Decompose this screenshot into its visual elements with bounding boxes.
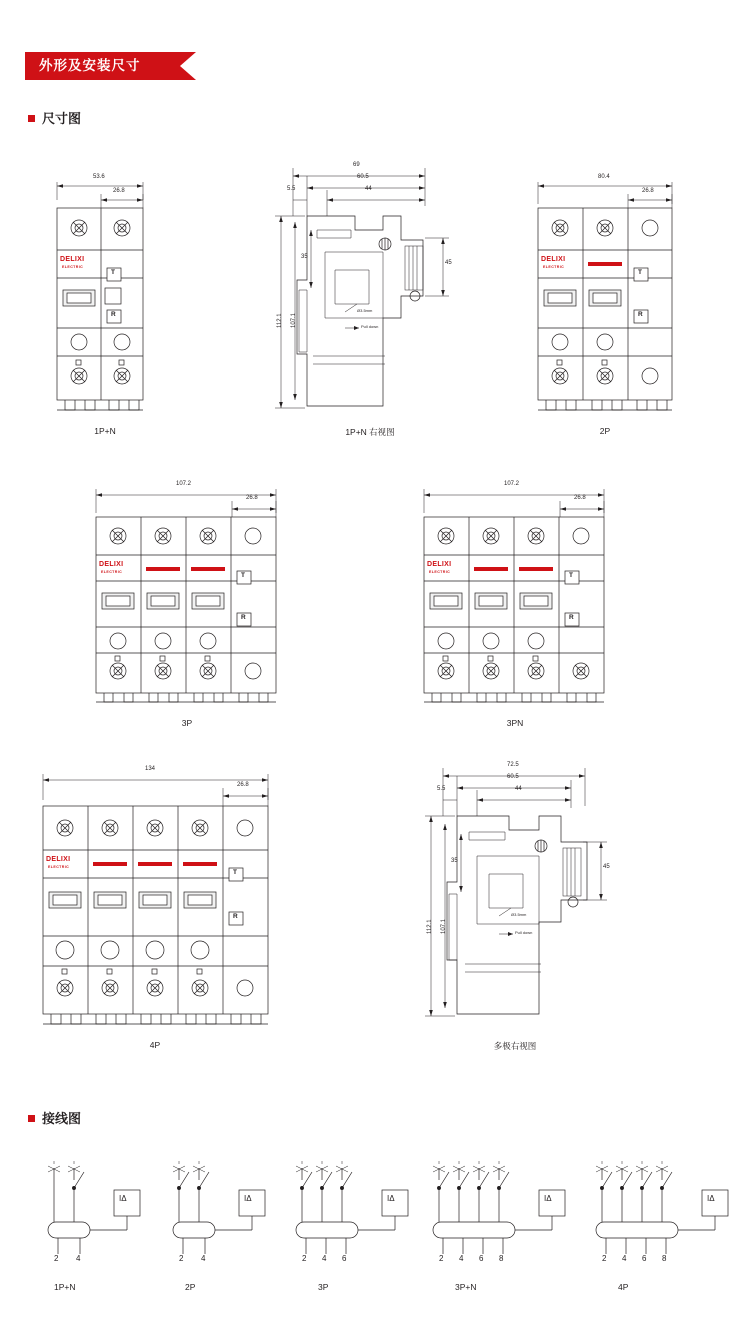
figure-3pn-front bbox=[408, 475, 658, 728]
brand-name-2p: DELIXI bbox=[541, 256, 566, 263]
dim-3pn-module: 26.8 bbox=[574, 495, 586, 501]
reset-button-label-3pn: R bbox=[569, 614, 574, 621]
dim-side-35: 35 bbox=[301, 254, 308, 260]
wiring-terminal-4p-8: 8 bbox=[662, 1254, 667, 1263]
wiring-symbol-3p: IΔ bbox=[387, 1194, 395, 1203]
figure-caption-3pn: 3PN bbox=[506, 718, 524, 728]
wiring-caption-2p: 2P bbox=[185, 1282, 196, 1292]
dim-mside-35: 35 bbox=[451, 858, 458, 864]
figure-caption-2p: 2P bbox=[599, 426, 611, 436]
figure-4p-front bbox=[25, 760, 335, 1050]
note-hole-diameter: Ø3.5mm bbox=[357, 308, 373, 313]
brand-name-4p: DELIXI bbox=[46, 856, 71, 863]
wiring-terminal-1pn-4: 4 bbox=[76, 1254, 81, 1263]
wiring-symbol-3pn: IΔ bbox=[544, 1194, 552, 1203]
dim-side-44: 44 bbox=[365, 186, 372, 192]
wiring-4p bbox=[588, 1160, 738, 1292]
dim-mside-72-5: 72.5 bbox=[507, 762, 519, 768]
figure-caption-multipole-side: 多极右视图 bbox=[493, 1041, 537, 1051]
dim-3p-width: 107.2 bbox=[176, 481, 192, 487]
figure-caption-3p: 3P bbox=[181, 718, 193, 728]
wiring-terminal-4p-6: 6 bbox=[642, 1254, 647, 1263]
wiring-3p-n bbox=[425, 1160, 575, 1292]
dim-mside-60-5: 60.5 bbox=[507, 774, 519, 780]
figure-caption-1p-n-side: 1P+N 右视图 bbox=[345, 427, 395, 437]
note-pull-down: Pull down bbox=[361, 324, 379, 329]
brand-sub-3pn: ELECTRIC bbox=[429, 570, 451, 574]
brand-sub-4p: ELECTRIC bbox=[48, 865, 70, 869]
dim-side-69: 69 bbox=[353, 162, 360, 168]
figure-caption-1p-n: 1P+N bbox=[94, 426, 116, 436]
wiring-symbol-2p: IΔ bbox=[244, 1194, 252, 1203]
test-button-label-2p: T bbox=[638, 269, 642, 276]
wiring-2p bbox=[165, 1160, 285, 1292]
wiring-terminal-3p-6: 6 bbox=[342, 1254, 347, 1263]
subsection-dimensions bbox=[28, 108, 81, 127]
subsection-wiring bbox=[28, 1108, 81, 1127]
dim-mside-45: 45 bbox=[603, 864, 610, 870]
bullet-square-icon bbox=[28, 115, 35, 122]
wiring-terminal-2p-2: 2 bbox=[179, 1254, 184, 1263]
wiring-caption-1pn: 1P+N bbox=[54, 1282, 76, 1292]
note-pull-down-mside: Pull down bbox=[515, 930, 533, 935]
wiring-3p bbox=[288, 1160, 418, 1292]
wiring-terminal-3p-4: 4 bbox=[322, 1254, 327, 1263]
subsection-dimensions-label: 尺寸图 bbox=[42, 111, 82, 126]
dim-mside-112-1: 112.1 bbox=[427, 919, 433, 934]
dim-4p-module: 26.8 bbox=[237, 782, 249, 788]
dim-mside-107-1: 107.1 bbox=[441, 918, 447, 934]
wiring-terminal-2p-4: 4 bbox=[201, 1254, 206, 1263]
dim-side-45: 45 bbox=[445, 260, 452, 266]
brand-name-3p: DELIXI bbox=[99, 561, 124, 568]
wiring-terminal-3pn-8: 8 bbox=[499, 1254, 504, 1263]
brand-sub: ELECTRIC bbox=[62, 265, 84, 269]
test-button-label-4p: T bbox=[233, 869, 237, 876]
dim-3p-module: 26.8 bbox=[246, 495, 258, 501]
dim-side-107-1: 107.1 bbox=[291, 312, 297, 328]
test-button-label-3p: T bbox=[241, 572, 245, 579]
figure-3p-front bbox=[80, 475, 330, 728]
dim-3pn-width: 107.2 bbox=[504, 481, 520, 487]
wiring-terminal-3pn-6: 6 bbox=[479, 1254, 484, 1263]
brand-sub-2p: ELECTRIC bbox=[543, 265, 565, 269]
dim-side-60-5: 60.5 bbox=[357, 174, 369, 180]
wiring-terminal-3pn-2: 2 bbox=[439, 1254, 444, 1263]
reset-button-label-4p: R bbox=[233, 913, 238, 920]
figure-multipole-side bbox=[415, 760, 615, 1050]
wiring-terminal-1pn-2: 2 bbox=[54, 1254, 59, 1263]
reset-button-label-3p: R bbox=[241, 614, 246, 621]
wiring-terminal-4p-4: 4 bbox=[622, 1254, 627, 1263]
reset-button-label-2p: R bbox=[638, 311, 643, 318]
note-hole-diameter-mside: Ø3.5mm bbox=[511, 912, 527, 917]
test-button-label: T bbox=[111, 269, 115, 276]
wiring-symbol-4p: IΔ bbox=[707, 1194, 715, 1203]
test-button-label-3pn: T bbox=[569, 572, 573, 579]
dim-2p-width: 80.4 bbox=[598, 174, 610, 180]
dim-side-5-5: 5.5 bbox=[287, 186, 296, 192]
wiring-symbol-1pn: IΔ bbox=[119, 1194, 127, 1203]
wiring-terminal-4p-2: 2 bbox=[602, 1254, 607, 1263]
bullet-square-icon-2 bbox=[28, 1115, 35, 1122]
dim-side-112-1: 112.1 bbox=[277, 313, 283, 328]
dim-1pn-width: 53.6 bbox=[93, 174, 105, 180]
wiring-terminal-3pn-4: 4 bbox=[459, 1254, 464, 1263]
dim-4p-width: 134 bbox=[145, 766, 156, 772]
dim-1pn-module: 26.8 bbox=[113, 188, 125, 194]
wiring-caption-3p: 3P bbox=[318, 1282, 329, 1292]
wiring-1p-n bbox=[40, 1160, 160, 1292]
banner-title: 外形及安装尺寸 bbox=[39, 58, 141, 73]
figure-1p-n-front bbox=[45, 160, 175, 436]
subsection-wiring-label: 接线图 bbox=[42, 1111, 82, 1126]
wiring-terminal-3p-2: 2 bbox=[302, 1254, 307, 1263]
dim-mside-44: 44 bbox=[515, 786, 522, 792]
section-banner bbox=[25, 52, 215, 80]
banner-arrow bbox=[180, 52, 196, 80]
reset-button-label: R bbox=[111, 311, 116, 318]
brand-sub-3p: ELECTRIC bbox=[101, 570, 123, 574]
wiring-caption-4p: 4P bbox=[618, 1282, 629, 1292]
figure-1p-n-side bbox=[265, 160, 455, 437]
brand-name: DELIXI bbox=[60, 256, 85, 263]
wiring-caption-3pn: 3P+N bbox=[455, 1282, 477, 1292]
figure-2p-front bbox=[520, 160, 700, 436]
figure-caption-4p: 4P bbox=[149, 1040, 161, 1050]
brand-name-3pn: DELIXI bbox=[427, 561, 452, 568]
dim-2p-module: 26.8 bbox=[642, 188, 654, 194]
dim-mside-5-5: 5.5 bbox=[437, 786, 446, 792]
